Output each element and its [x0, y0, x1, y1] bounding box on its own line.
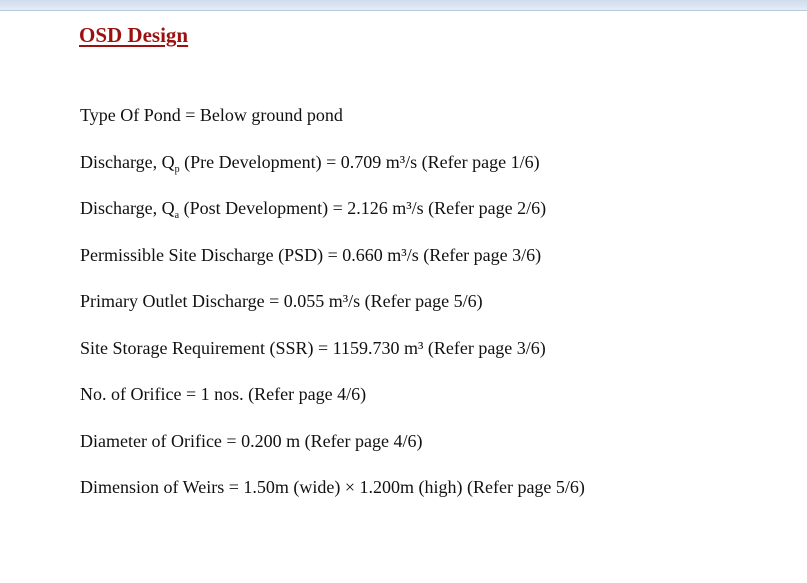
- document-title: OSD Design: [79, 23, 189, 47]
- line-discharge-pre-development: [80, 149, 585, 196]
- line-discharge-post-development: [80, 195, 585, 242]
- document-page: [0, 11, 807, 583]
- window-top-strip: [0, 0, 807, 11]
- line-primary-outlet-discharge: Primary Outlet Discharge = 0.055 m³/s (Refer page 5/6): [80, 291, 483, 311]
- line-permissible-site-discharge: Permissible Site Discharge (PSD) = 0.660 m³/s (Refer page 3/6): [80, 244, 542, 265]
- subscript: p: [174, 163, 180, 175]
- subscript: a: [174, 210, 180, 221]
- line-value: (Post Development) = 2.126 m³/s (Refer page 2/6): [179, 198, 547, 218]
- line-number-of-orifice: No. of Orifice = 1 nos. (Refer page 4/6): [80, 384, 367, 404]
- line-value: (Pre Development) = 0.709 m³/s (Refer page 1/6): [179, 151, 540, 172]
- osd-design-list: [80, 102, 585, 521]
- line-site-storage-requirement: Site Storage Requirement (SSR) = 1159.730 m³ (Refer page 3/6): [80, 337, 546, 358]
- line-label: Discharge, Q: [80, 198, 175, 218]
- line-label: Discharge, Q: [80, 151, 175, 172]
- line-dimension-of-weirs: Dimension of Weirs = 1.50m (wide) × 1.200m (high) (Refer page 5/6): [80, 477, 585, 497]
- line-type-of-pond: Type Of Pond = Below ground pond: [80, 105, 343, 125]
- line-diameter-of-orifice: Diameter of Orifice = 0.200 m (Refer page 4/6): [80, 430, 423, 451]
